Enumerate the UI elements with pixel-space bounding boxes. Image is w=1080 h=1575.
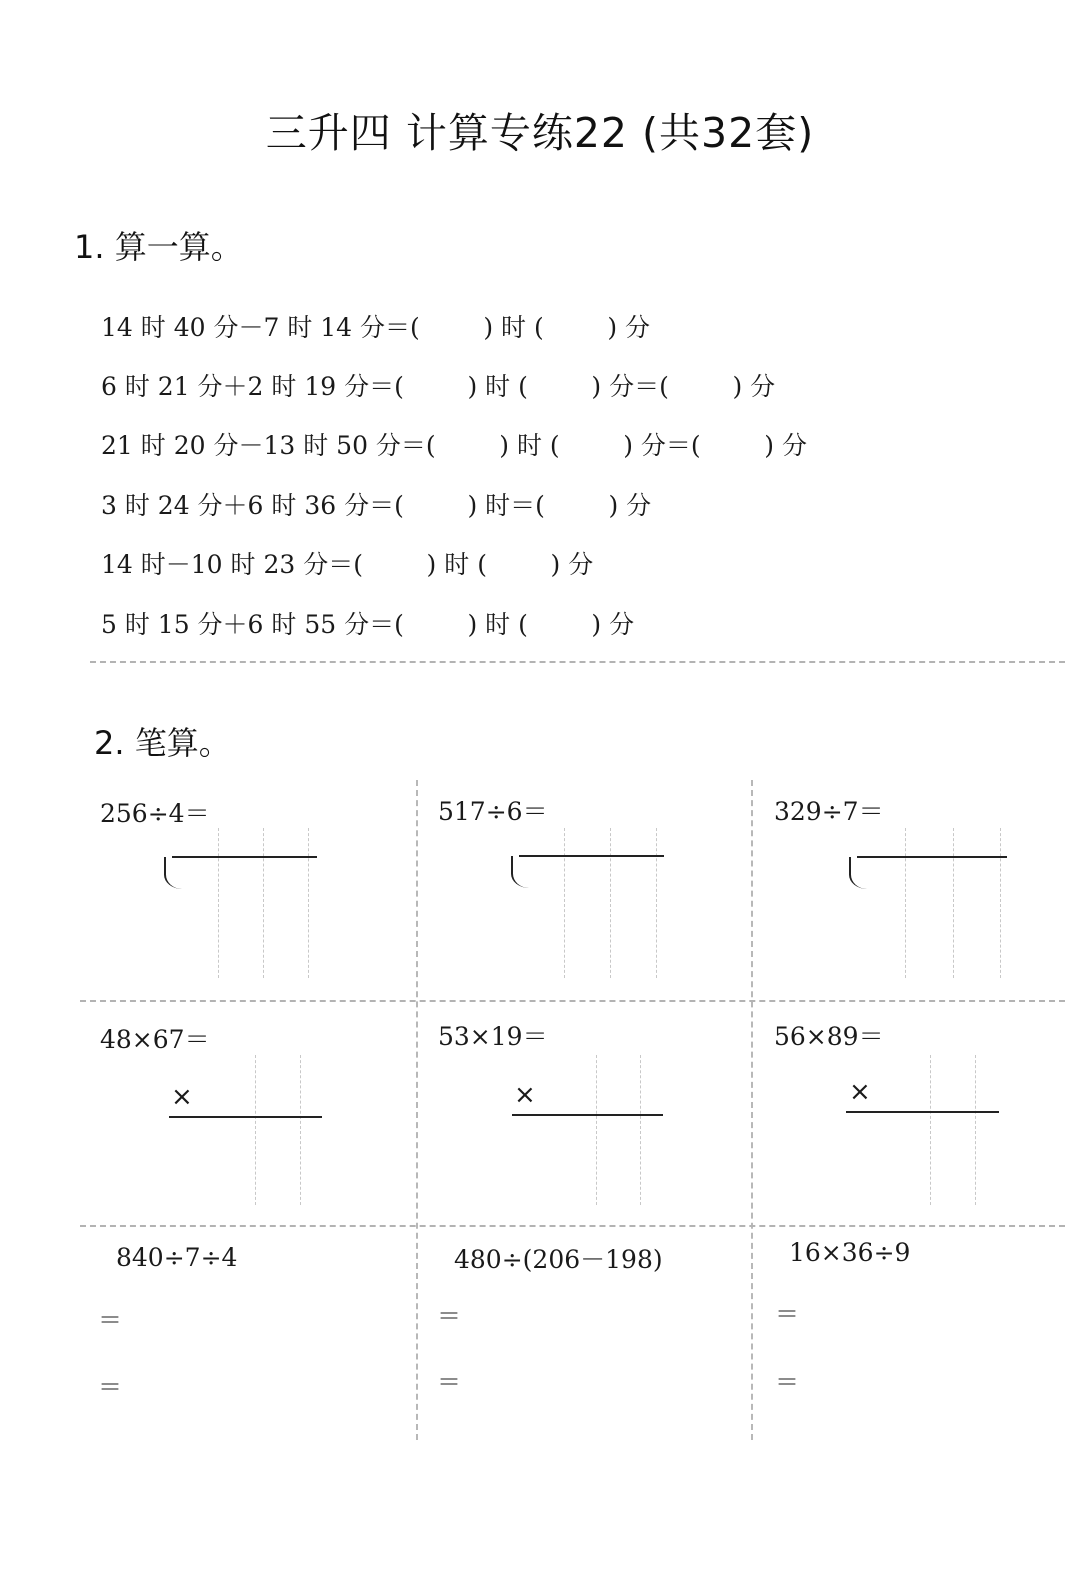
division-problem-3: 329÷7＝	[774, 797, 884, 826]
column-guide	[308, 828, 309, 978]
long-division-bracket	[519, 855, 664, 890]
multiplication-problem-1: 48×67＝	[100, 1025, 210, 1054]
column-guide	[610, 828, 611, 978]
grid-divider-vertical-1	[416, 780, 418, 1440]
time-equation-5: 14 时－10 时 23 分＝( ) 时 ( ) 分	[101, 550, 594, 579]
expression-problem-3: 16×36÷9	[789, 1238, 911, 1267]
column-guide	[255, 1055, 256, 1205]
multiply-sign: ×	[849, 1077, 871, 1107]
time-equation-2: 6 时 21 分＋2 时 19 分＝( ) 时 ( ) 分＝( ) 分	[101, 372, 776, 401]
column-guide	[218, 828, 219, 978]
column-guide	[300, 1055, 301, 1205]
time-equation-6: 5 时 15 分＋6 时 55 分＝( ) 时 ( ) 分	[101, 610, 635, 639]
section-divider	[90, 661, 1065, 663]
time-equation-1: 14 时 40 分－7 时 14 分＝( ) 时 ( ) 分	[101, 313, 651, 342]
step-equals-sign: ＝	[775, 1300, 799, 1328]
grid-divider-vertical-2	[751, 780, 753, 1440]
column-guide	[263, 828, 264, 978]
division-problem-2: 517÷6＝	[438, 797, 548, 826]
column-guide	[905, 828, 906, 978]
column-guide	[930, 1055, 931, 1205]
time-equation-4: 3 时 24 分＋6 时 36 分＝( ) 时＝( ) 分	[101, 491, 652, 520]
expression-problem-1: 840÷7÷4	[116, 1243, 238, 1272]
expression-problem-2: 480÷(206－198)	[454, 1245, 663, 1274]
multiply-sign: ×	[514, 1080, 536, 1110]
column-guide	[564, 828, 565, 978]
multiply-sign: ×	[171, 1082, 193, 1112]
column-guide	[1000, 828, 1001, 978]
grid-divider-horizontal-1	[80, 1000, 1065, 1002]
step-equals-sign: ＝	[775, 1368, 799, 1396]
column-guide	[975, 1055, 976, 1205]
multiplication-problem-3: 56×89＝	[774, 1022, 884, 1051]
column-guide	[953, 828, 954, 978]
section-2-heading: 2. 笔算。	[94, 724, 231, 762]
column-guide	[596, 1055, 597, 1205]
column-guide	[656, 828, 657, 978]
page-title: 三升四 计算专练22 (共32套)	[265, 109, 815, 157]
long-division-bracket	[172, 856, 317, 891]
step-equals-sign: ＝	[98, 1373, 122, 1401]
step-equals-sign: ＝	[98, 1306, 122, 1334]
multiplication-problem-2: 53×19＝	[438, 1022, 548, 1051]
section-1-heading: 1. 算一算。	[74, 228, 243, 266]
step-equals-sign: ＝	[437, 1302, 461, 1330]
multiplication-underline	[169, 1116, 322, 1118]
multiplication-underline	[846, 1111, 999, 1113]
long-division-bracket	[857, 856, 1007, 891]
time-equation-3: 21 时 20 分－13 时 50 分＝( ) 时 ( ) 分＝( ) 分	[101, 431, 807, 460]
grid-divider-horizontal-2	[80, 1225, 1065, 1227]
division-problem-1: 256÷4＝	[100, 799, 210, 828]
step-equals-sign: ＝	[437, 1368, 461, 1396]
column-guide	[640, 1055, 641, 1205]
multiplication-underline	[512, 1114, 663, 1116]
